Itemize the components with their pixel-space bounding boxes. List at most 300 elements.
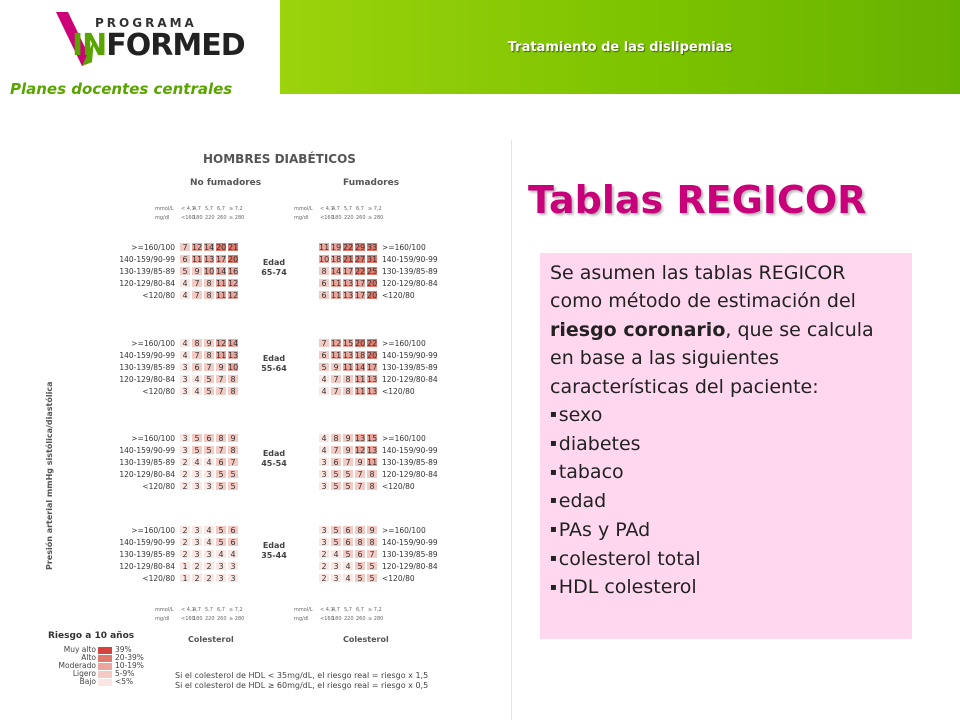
risk-cell: 25 [367,267,378,276]
age-label: Edad 65-74 [261,258,287,277]
mmol-tick-top-right: 4,7 [332,206,340,212]
pressure-label-right: <120/80 [382,482,415,491]
risk-cell: 13 [204,255,215,264]
pressure-label-left: 120-129/80-84 [119,470,175,479]
mgdl-tick-bottom-left: <160 [181,616,195,622]
pressure-label-right: 130-139/85-89 [382,267,438,276]
risk-cell: 7 [215,445,227,455]
risk-cell: 2 [203,561,215,571]
risk-cell: 5 [342,481,354,491]
pressure-label-right: <120/80 [382,574,415,583]
pressure-label-right: <120/80 [382,291,415,300]
factor-list [550,401,902,602]
risk-cell: 3 [215,573,227,583]
risk-cell: 27 [355,255,366,264]
risk-cell: 17 [355,291,366,300]
risk-cell: 4 [203,457,215,467]
mgdl-tick-bottom-right: <160 [320,616,334,622]
risk-cell: 9 [227,433,239,443]
legend-title: Riesgo a 10 años [48,631,135,641]
mgdl-tick-bottom-left: 220 [205,616,215,622]
age-label: Edad 35-44 [261,541,287,560]
mgdl-tick-top-left: 260 [217,215,227,221]
risk-cell: 15 [367,434,378,443]
risk-cell: 20 [216,243,227,252]
header-title: Tratamiento de las dislipemias [507,40,733,55]
intro-part-1: Se asumen las tablas REGICOR como método de estimación del [550,262,856,313]
mmol-tick-bottom-left: 5,7 [205,607,213,613]
risk-cell: 7 [179,242,191,252]
hdl-note-high: Si el colesterol de HDL ≥ 60mg/dL, el riesgo real = riesgo x 0,5 [175,681,429,690]
risk-cell: 8 [354,525,366,535]
risk-cell: 22 [367,339,378,348]
pressure-label-right: 130-139/85-89 [382,550,438,559]
risk-cell: 5 [330,469,342,479]
risk-cell: 13 [228,351,239,360]
mmol-tick-bottom-left: 6,7 [217,607,225,613]
mgdl-tick-top-right: ≥ 280 [368,215,384,221]
risk-cell: 16 [228,267,239,276]
risk-cell: 2 [191,561,203,571]
info-box [540,253,912,639]
risk-cell: 11 [355,387,366,396]
risk-cell: 3 [215,561,227,571]
risk-cell: 2 [179,525,191,535]
risk-cell: 11 [331,291,342,300]
mmol-label-bottom-right: mmol/L [294,607,313,613]
risk-cell: 10 [204,267,215,276]
mgdl-tick-bottom-right: 220 [344,616,354,622]
risk-cell: 11 [355,375,366,384]
risk-cell: 9 [330,362,342,372]
mgdl-tick-top-left: ≥ 280 [229,215,245,221]
mmol-tick-top-left: 6,7 [217,206,225,212]
risk-cell: 6 [318,290,330,300]
risk-cell: 5 [191,445,203,455]
risk-cell: 8 [215,433,227,443]
risk-cell: 5 [354,561,366,571]
risk-cell: 18 [331,255,342,264]
pressure-label-right: 140-159/90-99 [382,538,438,547]
risk-cell: 9 [203,338,215,348]
risk-cell: 8 [203,350,215,360]
risk-cell: 6 [354,549,366,559]
risk-cell: 8 [366,537,378,547]
pressure-label-left: <120/80 [142,574,175,583]
mgdl-label-bottom-left: mg/dl [155,616,170,622]
risk-cell: 8 [203,278,215,288]
mgdl-tick-top-right: 180 [332,215,342,221]
risk-cell: 4 [318,445,330,455]
risk-cell: 4 [318,433,330,443]
risk-cell: 5 [191,433,203,443]
risk-cell: 4 [215,549,227,559]
risk-cell: 8 [318,266,330,276]
pressure-label-left: 130-139/85-89 [119,267,175,276]
risk-cell: 7 [318,338,330,348]
risk-cell: 12 [192,243,203,252]
risk-cell: 13 [343,291,354,300]
header-band [280,0,960,94]
risk-cell: 4 [227,549,239,559]
risk-cell: 10 [228,363,239,372]
risk-cell: 12 [355,446,366,455]
mmol-label-top-right: mmol/L [294,206,313,212]
risk-cell: 7 [227,457,239,467]
risk-cell: 3 [227,561,239,571]
mgdl-tick-top-right: 220 [344,215,354,221]
risk-cell: 5 [203,445,215,455]
risk-cell: 6 [342,537,354,547]
risk-cell: 4 [330,549,342,559]
risk-cell: 22 [355,267,366,276]
pressure-label-left: 140-159/90-99 [119,446,175,455]
risk-cell: 3 [179,433,191,443]
risk-cell: 11 [216,351,227,360]
risk-cell: 20 [367,351,378,360]
risk-cell: 7 [330,386,342,396]
risk-cell: 7 [215,374,227,384]
risk-cell: 5 [330,537,342,547]
risk-cell: 3 [179,362,191,372]
risk-cell: 4 [191,386,203,396]
pressure-label-left: 130-139/85-89 [119,458,175,467]
pressure-label-left: >=160/100 [131,243,175,252]
risk-cell: 5 [227,469,239,479]
risk-cell: 29 [355,243,366,252]
logo-main-green: IN [72,28,107,63]
mmol-tick-top-right: 6,7 [356,206,364,212]
risk-cell: 3 [191,469,203,479]
risk-cell: 1 [179,573,191,583]
pressure-label-right: >=160/100 [382,434,426,443]
mgdl-tick-bottom-left: ≥ 280 [229,616,245,622]
risk-cell: 8 [330,433,342,443]
risk-cell: 20 [367,291,378,300]
risk-cell: 9 [366,525,378,535]
risk-cell: 11 [192,255,203,264]
factor-item: ▪ PAs y PAd [550,516,902,545]
pressure-label-left: 140-159/90-99 [119,351,175,360]
mgdl-tick-bottom-left: 180 [193,616,203,622]
risk-cell: 8 [203,290,215,300]
pressure-label-right: 120-129/80-84 [382,375,438,384]
risk-cell: 3 [179,374,191,384]
risk-cell: 3 [318,525,330,535]
logo-top-text: PROGRAMA [95,16,197,30]
smokers-heading: Fumadores [343,178,400,188]
risk-cell: 33 [367,243,378,252]
factor-item: ▪ diabetes [550,430,902,459]
risk-cell: 3 [318,469,330,479]
mgdl-tick-bottom-right: 180 [332,616,342,622]
risk-cell: 5 [215,537,227,547]
risk-cell: 6 [227,525,239,535]
risk-cell: 13 [343,279,354,288]
risk-cell: 5 [215,481,227,491]
risk-cell: 12 [331,339,342,348]
risk-cell: 5 [342,549,354,559]
risk-cell: 8 [342,386,354,396]
risk-cell: 14 [228,339,239,348]
risk-cell: 4 [342,573,354,583]
pressure-label-left: 120-129/80-84 [119,562,175,571]
risk-cell: 14 [331,267,342,276]
risk-cell: 6 [318,350,330,360]
risk-cell: 6 [215,457,227,467]
risk-cell: 2 [179,537,191,547]
risk-cell: 11 [216,279,227,288]
risk-cell: 5 [227,481,239,491]
risk-cell: 7 [330,445,342,455]
risk-cell: 5 [215,525,227,535]
logo-main-text [72,28,245,63]
legend-label: Alto [81,653,96,662]
y-axis-label: Presión arterial mmHg sistólica/diastólica [45,381,54,570]
risk-cell: 3 [318,457,330,467]
risk-cell: 17 [216,255,227,264]
risk-cell: 9 [191,266,203,276]
pressure-label-right: >=160/100 [382,339,426,348]
mmol-tick-top-right: ≥ 7,2 [368,206,382,212]
risk-cell: 4 [179,278,191,288]
mmol-tick-top-left: < 4,1 [181,206,195,212]
risk-cell: 3 [191,525,203,535]
pressure-label-right: 140-159/90-99 [382,446,438,455]
legend-label: Muy alto [63,645,96,654]
risk-cell: 11 [319,243,330,252]
risk-cell: 9 [354,457,366,467]
mmol-tick-bottom-right: < 4,1 [320,607,334,613]
pressure-label-left: 120-129/80-84 [119,375,175,384]
mmol-tick-bottom-right: 6,7 [356,607,364,613]
risk-cell: 3 [179,386,191,396]
risk-cell: 5 [215,469,227,479]
pressure-label-left: <120/80 [142,387,175,396]
risk-cell: 7 [203,362,215,372]
risk-cell: 2 [179,469,191,479]
risk-cell: 4 [203,537,215,547]
risk-cell: 8 [366,481,378,491]
mgdl-label-bottom-right: mg/dl [294,616,309,622]
mgdl-tick-top-left: 180 [193,215,203,221]
mgdl-tick-top-right: 260 [356,215,366,221]
risk-cell: 12 [228,279,239,288]
risk-cell: 7 [191,350,203,360]
risk-cell: 5 [330,525,342,535]
legend-value: 10-19% [115,661,144,670]
pressure-label-left: 140-159/90-99 [119,255,175,264]
mmol-tick-top-left: ≥ 7,2 [229,206,243,212]
pressure-label-right: >=160/100 [382,243,426,252]
factor-item: ▪ tabaco [550,458,902,487]
mmol-label-top-left: mmol/L [155,206,174,212]
pressure-label-left: >=160/100 [131,339,175,348]
risk-cell: 6 [191,362,203,372]
risk-cell: 7 [366,549,378,559]
pressure-label-right: <120/80 [382,387,415,396]
risk-cell: 20 [228,255,239,264]
pressure-label-right: 140-159/90-99 [382,255,438,264]
legend-swatch [98,663,112,670]
risk-cell: 6 [179,254,191,264]
legend-label: Moderado [58,661,96,670]
risk-cell: 8 [227,445,239,455]
risk-cell: 19 [331,243,342,252]
pressure-label-left: <120/80 [142,291,175,300]
risk-cell: 14 [355,363,366,372]
pressure-label-right: 120-129/80-84 [382,562,438,571]
factor-item: ▪ colesterol total [550,545,902,574]
mmol-tick-bottom-left: ≥ 7,2 [229,607,243,613]
risk-cell: 8 [191,338,203,348]
risk-cell: 13 [367,387,378,396]
risk-cell: 11 [331,351,342,360]
risk-cell: 6 [227,537,239,547]
risk-cell: 7 [330,374,342,384]
risk-cell: 6 [342,525,354,535]
age-label: Edad 45-54 [261,449,287,468]
pressure-label-right: 130-139/85-89 [382,458,438,467]
risk-cell: 8 [354,537,366,547]
mmol-tick-bottom-left: 4,7 [193,607,201,613]
logo-main-dark: FORMED [106,28,245,63]
risk-cell: 4 [342,561,354,571]
risk-cell: 8 [227,374,239,384]
legend-value: 39% [115,645,132,654]
risk-cell: 14 [204,243,215,252]
risk-cell: 11 [367,458,378,467]
risk-cell: 2 [179,549,191,559]
risk-cell: 3 [191,481,203,491]
risk-cell: 9 [342,445,354,455]
risk-cell: 2 [318,549,330,559]
mgdl-label-top-left: mg/dl [155,215,170,221]
no-smokers-heading: No fumadores [190,178,262,188]
risk-cell: 4 [179,338,191,348]
risk-cell: 4 [318,386,330,396]
risk-cell: 31 [367,255,378,264]
risk-cell: 17 [367,363,378,372]
pressure-label-left: >=160/100 [131,434,175,443]
intro-text [550,259,902,401]
risk-cell: 9 [342,433,354,443]
risk-cell: 2 [318,561,330,571]
subtitle: Planes docentes centrales [10,80,233,98]
factor-item: ▪ HDL colesterol [550,573,902,602]
mgdl-tick-bottom-left: 260 [217,616,227,622]
risk-cell: 8 [342,374,354,384]
risk-cell: 3 [318,481,330,491]
regicor-table-figure [40,140,510,715]
factor-item: ▪ edad [550,487,902,516]
risk-cell: 7 [215,386,227,396]
risk-cell: 4 [203,525,215,535]
mmol-tick-top-left: 5,7 [205,206,213,212]
risk-cell: 20 [367,279,378,288]
risk-cell: 12 [228,291,239,300]
risk-cell: 5 [203,386,215,396]
risk-cell: 11 [343,363,354,372]
mmol-label-bottom-left: mmol/L [155,607,174,613]
risk-cell: 5 [330,481,342,491]
pressure-label-right: 120-129/80-84 [382,470,438,479]
risk-cell: 4 [191,374,203,384]
hdl-note-low: Si el colesterol de HDL < 35mg/dL, el riesgo real = riesgo x 1,5 [175,671,429,680]
mgdl-tick-top-left: <160 [181,215,195,221]
pressure-label-right: 130-139/85-89 [382,363,438,372]
mmol-tick-top-left: 4,7 [193,206,201,212]
pressure-label-right: >=160/100 [382,526,426,535]
mmol-tick-bottom-right: 4,7 [332,607,340,613]
mmol-tick-top-right: < 4,1 [320,206,334,212]
risk-cell: 14 [216,267,227,276]
legend-row [48,678,133,686]
legend-value: 20-39% [115,653,144,662]
risk-cell: 7 [191,278,203,288]
risk-cell: 3 [191,549,203,559]
risk-cell: 17 [343,267,354,276]
legend-label: Bajo [79,677,96,686]
risk-cell: 11 [216,291,227,300]
legend-swatch [98,655,112,662]
risk-cell: 5 [179,266,191,276]
risk-cell: 8 [366,469,378,479]
risk-cell: 8 [227,386,239,396]
mgdl-tick-bottom-right: 260 [356,616,366,622]
legend-swatch [98,647,112,654]
risk-cell: 9 [215,362,227,372]
cholesterol-label-right: Colesterol [343,635,389,644]
mmol-tick-top-right: 5,7 [344,206,352,212]
risk-cell: 10 [319,255,330,264]
risk-cell: 2 [179,481,191,491]
risk-cell: 5 [318,362,330,372]
risk-cell: 4 [179,290,191,300]
pressure-label-left: >=160/100 [131,526,175,535]
intro-bold: riesgo coronario [550,318,726,341]
mmol-tick-bottom-right: 5,7 [344,607,352,613]
pressure-label-right: 120-129/80-84 [382,279,438,288]
risk-cell: 7 [342,457,354,467]
risk-cell: 22 [343,243,354,252]
risk-cell: 2 [179,457,191,467]
risk-cell: 21 [228,243,239,252]
legend-value: 5-9% [115,669,135,678]
legend-swatch [98,679,112,686]
risk-cell: 12 [216,339,227,348]
risk-cell: 3 [330,573,342,583]
pressure-label-left: 130-139/85-89 [119,363,175,372]
risk-cell: 21 [343,255,354,264]
risk-cell: 2 [191,573,203,583]
pressure-label-left: 120-129/80-84 [119,279,175,288]
risk-cell: 15 [343,339,354,348]
pressure-label-left: <120/80 [142,482,175,491]
risk-cell: 7 [191,290,203,300]
risk-cell: 18 [355,351,366,360]
risk-cell: 13 [367,446,378,455]
risk-cell: 17 [355,279,366,288]
pressure-label-right: 140-159/90-99 [382,351,438,360]
risk-cell: 5 [366,573,378,583]
risk-cell: 3 [179,445,191,455]
intro-part-2: , que se calcula en base a las siguientes características del paciente: [550,318,874,398]
risk-cell: 5 [366,561,378,571]
risk-cell: 3 [203,469,215,479]
risk-cell: 6 [203,433,215,443]
mgdl-tick-top-left: 220 [205,215,215,221]
